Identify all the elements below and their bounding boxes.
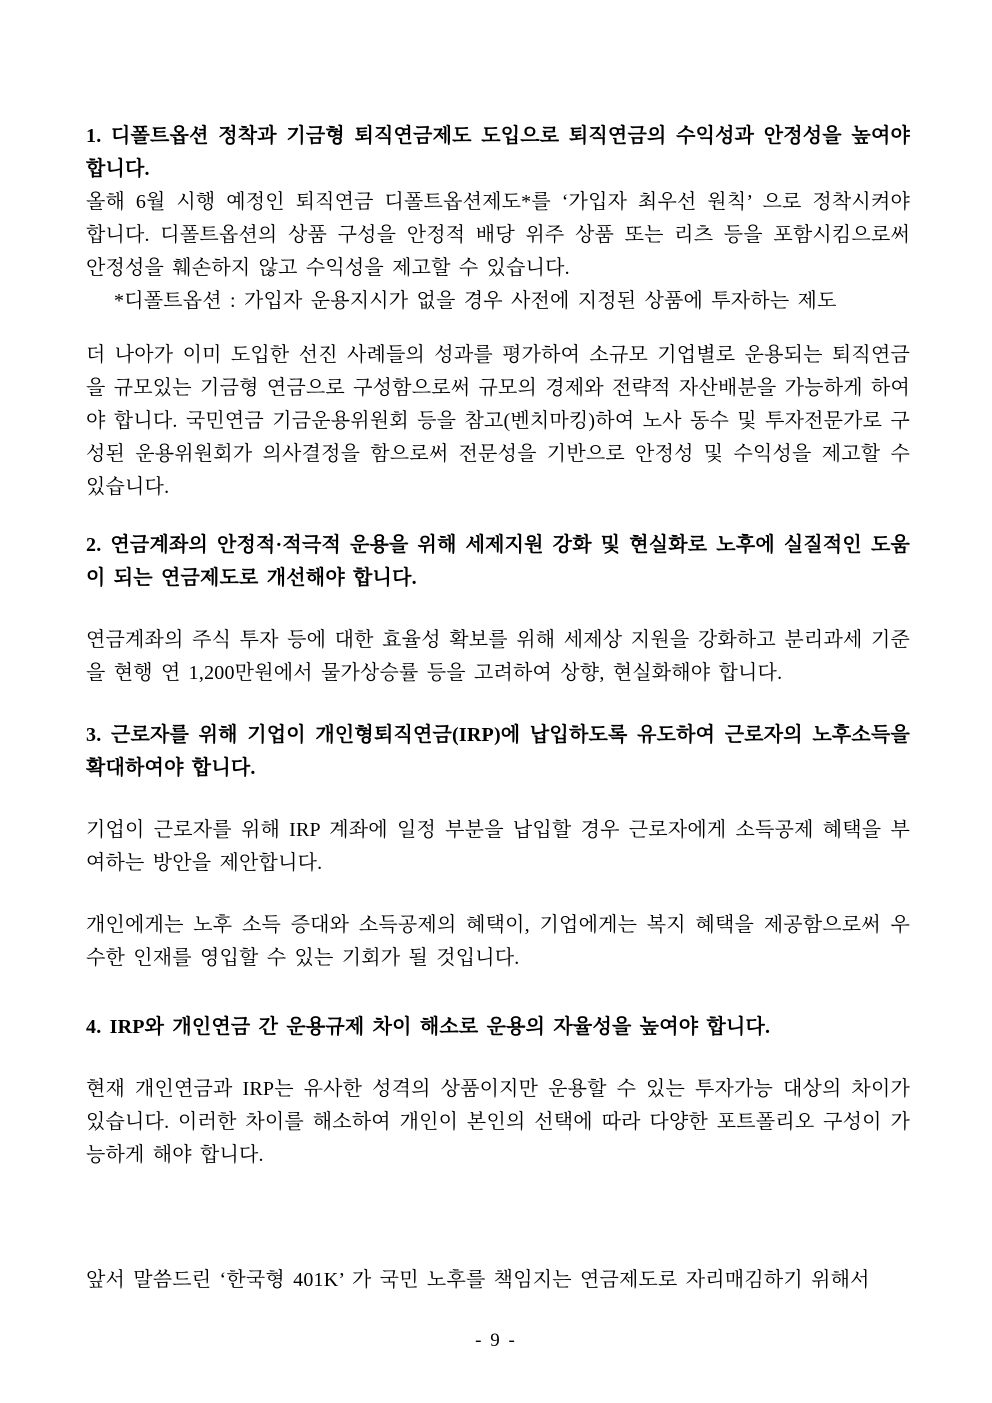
section-3-heading: 3. 근로자를 위해 기업이 개인형퇴직연금(IRP)에 납입하도록 유도하여 근로자의 노후소득을 확대하여야 합니다.: [86, 724, 910, 779]
section-4-heading: 4. IRP와 개인연금 간 운용규제 차이 해소로 운용의 자율성을 높여야 합니다.: [86, 1016, 771, 1038]
default-option-footnote: *디폴트옵션 : 가입자 운용지시가 없을 경우 사전에 지정된 상품에 투자하는 제도: [114, 290, 837, 312]
closing-paragraph-korean-401k: 앞서 말씀드린 ‘한국형 401K’ 가 국민 노후를 책임지는 연금제도로 자리매김하기 위해서: [86, 1269, 870, 1291]
section-1-heading: 1. 디폴트옵션 정착과 기금형 퇴직연금제도 도입으로 퇴직연금의 수익성과 안정성을 높여야 합니다.: [86, 125, 910, 180]
section-2-paragraph-tax-support: 연금계좌의 주식 투자 등에 대한 효율성 확보를 위해 세제상 지원을 강화하고 분리과세 기준을 현행 연 1,200만원에서 물가상승률 등을 고려하여 상향, 현실화해야 합니다.: [86, 629, 910, 684]
section-3-paragraph-benefits: 개인에게는 노후 소득 증대와 소득공제의 혜택이, 기업에게는 복지 혜택을 제공함으로써 우수한 인재를 영입할 수 있는 기회가 될 것입니다.: [86, 914, 910, 969]
section-3-paragraph-irp-contribution: 기업이 근로자를 위해 IRP 계좌에 일정 부분을 납입할 경우 근로자에게 소득공제 혜택을 부여하는 방안을 제안합니다.: [86, 819, 910, 874]
page-number: - 9 -: [475, 1330, 517, 1351]
section-1-paragraph-fund-type: 더 나아가 이미 도입한 선진 사례들의 성과를 평가하여 소규모 기업별로 운용되는 퇴직연금을 규모있는 기금형 연금으로 구성함으로써 규모의 경제와 전략적 자산배분을 가능하게 하여야 합니다. 국민연금 기금운용위원회 등을 참고(벤치마킹)하여 노사 동수 및 투자전문가로 구성된 운용위원회가 의사결정을 함으로써 전문성을 기반으로 안정성 및 수익성을 제고할 수 있습니다.: [86, 344, 910, 498]
section-1-paragraph-default-option: 올해 6월 시행 예정인 퇴직연금 디폴트옵션제도*를 ‘가입자 최우선 원칙’ 으로 정착시켜야 합니다. 디폴트옵션의 상품 구성을 안정적 배당 위주 상품 또는 리츠 등을 포함시킴으로써 안정성을 훼손하지 않고 수익성을 제고할 수 있습니다.: [86, 191, 910, 279]
section-4-paragraph-regulation-gap: 현재 개인연금과 IRP는 유사한 성격의 상품이지만 운용할 수 있는 투자가능 대상의 차이가 있습니다. 이러한 차이를 해소하여 개인이 본인의 선택에 따라 다양한 포트폴리오 구성이 가능하게 해야 합니다.: [86, 1078, 910, 1166]
section-2-heading: 2. 연금계좌의 안정적·적극적 운용을 위해 세제지원 강화 및 현실화로 노후에 실질적인 도움이 되는 연금제도로 개선해야 합니다.: [86, 534, 910, 589]
